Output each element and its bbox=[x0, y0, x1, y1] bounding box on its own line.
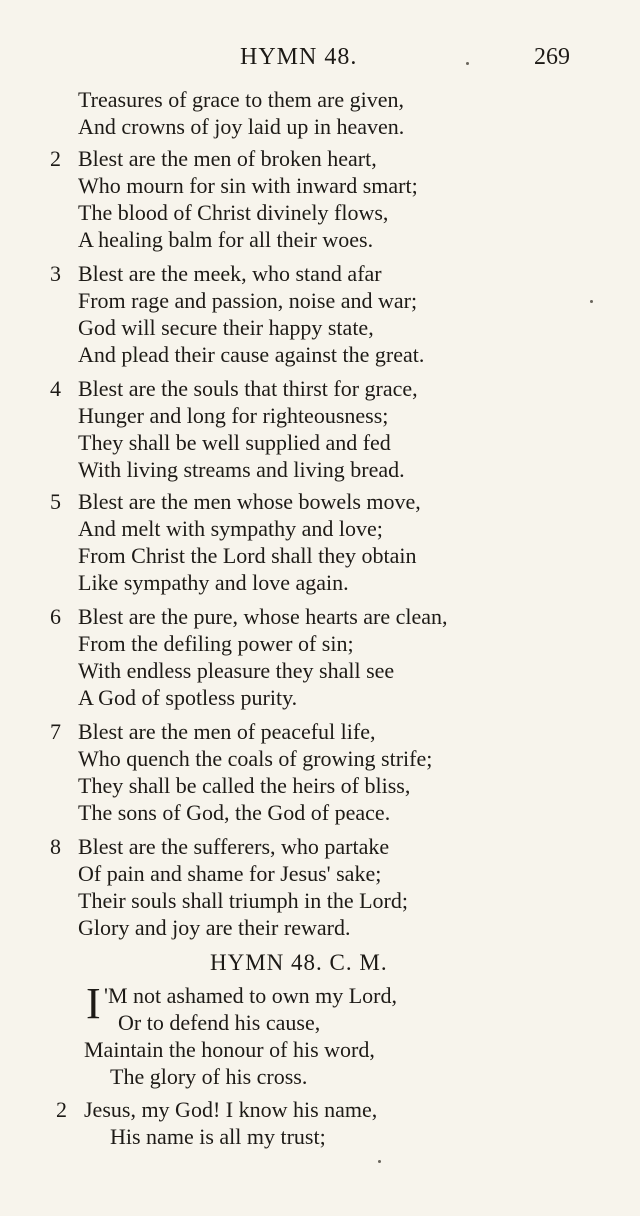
verse-line: Who mourn for sin with inward smart; bbox=[78, 173, 418, 198]
verse-line: 'M not ashamed to own my Lord, bbox=[104, 983, 397, 1008]
verse-line: And melt with sympathy and love; bbox=[78, 516, 383, 541]
verse-line: Blest are the men of broken heart, bbox=[78, 146, 377, 171]
verse-line: Blest are the pure, whose hearts are clean, bbox=[78, 604, 448, 629]
verse-line: Treasures of grace to them are given, bbox=[78, 87, 405, 112]
verse-line: The blood of Christ divinely flows, bbox=[78, 200, 389, 225]
verse-line: They shall be well supplied and fed bbox=[78, 430, 391, 455]
verse-line: Glory and joy are their reward. bbox=[78, 915, 351, 940]
verse-line: The sons of God, the God of peace. bbox=[78, 800, 391, 825]
verse-line: Who quench the coals of growing strife; bbox=[78, 746, 433, 771]
verse-line: And plead their cause against the great. bbox=[78, 342, 425, 367]
verse-line: From Christ the Lord shall they obtain bbox=[78, 543, 417, 568]
verse-line: Blest are the meek, who stand afar bbox=[78, 261, 382, 286]
verse-line: From rage and passion, noise and war; bbox=[78, 288, 418, 313]
verse-line: Like sympathy and love again. bbox=[78, 570, 349, 595]
stanza-number: 6 bbox=[50, 604, 61, 629]
stanza-number: 2 bbox=[56, 1097, 67, 1122]
verse-line: Blest are the men whose bowels move, bbox=[78, 489, 421, 514]
verse-line: Blest are the men of peaceful life, bbox=[78, 719, 376, 744]
verse-line: Hunger and long for righteousness; bbox=[78, 403, 389, 428]
verse-line: Maintain the honour of his word, bbox=[84, 1037, 375, 1062]
verse-line: Blest are the sufferers, who partake bbox=[78, 834, 390, 859]
stanza-number: 3 bbox=[50, 261, 61, 286]
stanza-number: 8 bbox=[50, 834, 61, 859]
verse-line: With endless pleasure they shall see bbox=[78, 658, 395, 683]
drop-cap: I bbox=[86, 979, 101, 1028]
stanza-number: 4 bbox=[50, 376, 61, 401]
verse-line: With living streams and living bread. bbox=[78, 457, 405, 482]
page-number: 269 bbox=[534, 44, 570, 70]
stanza-number: 2 bbox=[50, 146, 61, 171]
verse-line: They shall be called the heirs of bliss, bbox=[78, 773, 411, 798]
verse-line: A God of spotless purity. bbox=[78, 685, 298, 710]
print-speck bbox=[466, 62, 469, 65]
verse-line: God will secure their happy state, bbox=[78, 315, 374, 340]
verse-line: Their souls shall triumph in the Lord; bbox=[78, 888, 408, 913]
running-title: HYMN 48. bbox=[240, 44, 358, 70]
stanza-number: 5 bbox=[50, 489, 61, 514]
verse-line: From the defiling power of sin; bbox=[78, 631, 354, 656]
verse-line: Jesus, my God! I know his name, bbox=[84, 1097, 378, 1122]
hymn-title: HYMN 48. C. M. bbox=[210, 950, 388, 975]
verse-line: Or to defend his cause, bbox=[118, 1010, 321, 1035]
verse-line: His name is all my trust; bbox=[110, 1124, 326, 1149]
verse-line: The glory of his cross. bbox=[110, 1064, 308, 1089]
verse-line: Of pain and shame for Jesus' sake; bbox=[78, 861, 382, 886]
verse-line: A healing balm for all their woes. bbox=[78, 227, 374, 252]
stanza-number: 7 bbox=[50, 719, 61, 744]
verse-line: And crowns of joy laid up in heaven. bbox=[78, 114, 405, 139]
print-speck bbox=[590, 300, 593, 303]
verse-line: Blest are the souls that thirst for grace, bbox=[78, 376, 418, 401]
print-speck bbox=[378, 1160, 381, 1163]
running-head bbox=[0, 44, 640, 80]
